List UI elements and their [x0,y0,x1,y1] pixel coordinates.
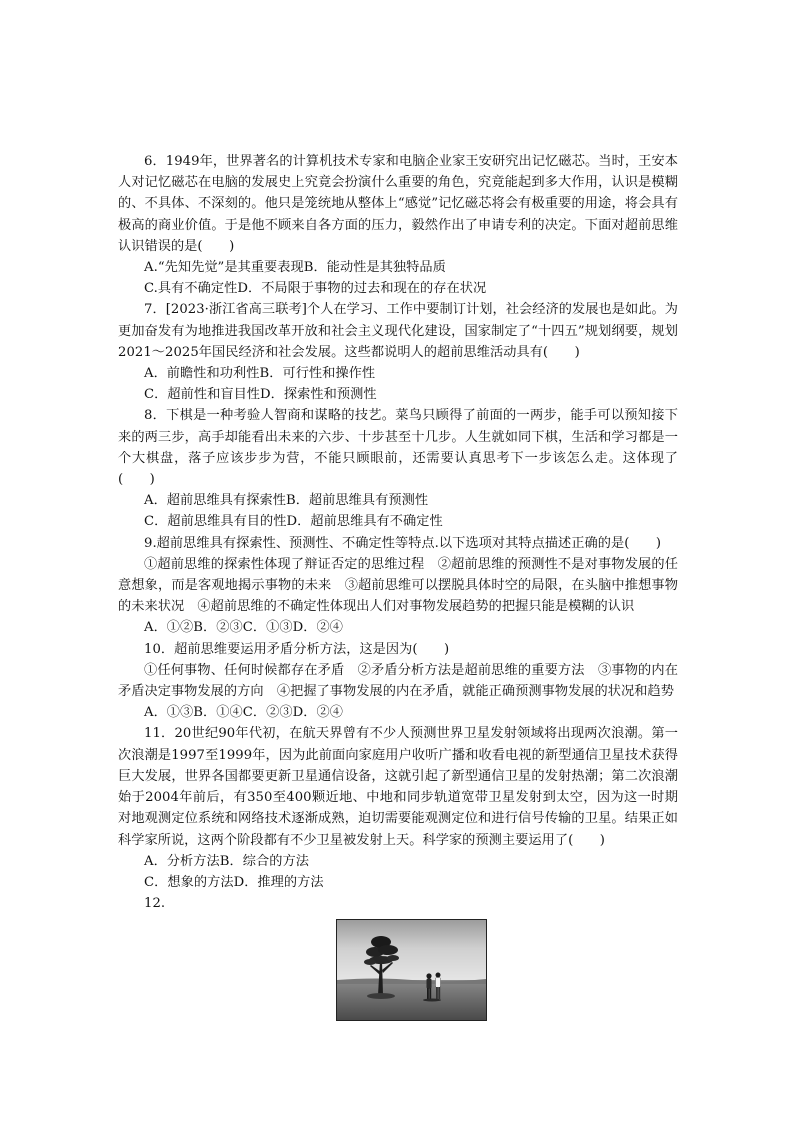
question-statements: ①任何事物、任何时候都存在矛盾 ②矛盾分析方法是超前思维的重要方法 ③事物的内在矛盾决定事物发展的方向 ④把握了事物发展的内在矛盾，就能正确预测事物发展的状况和趋势 [118,662,678,700]
option-line: A．前瞻性和功利性B．可行性和操作性 [144,366,376,382]
option-line: A．①②B．②③C．①③D．②④ [144,620,343,636]
option-line: C．超前思维具有目的性D．超前思维具有不确定性 [144,514,443,530]
option-line: A．分析方法B．综合的方法 [144,853,309,869]
question-6 [118,151,678,299]
question-7 [118,299,678,405]
option-line: A．①③B．①④C．②③D．②④ [144,705,343,721]
option-line: A.“先知先觉”是其重要表现B．能动性是其独特品质 [144,260,446,276]
question-10 [118,639,678,724]
question-stem: 12. [144,896,166,912]
question-stem: 10．超前思维要运用矛盾分析方法，这是因为( ) [144,641,450,657]
option-line: C.具有不确定性D．不局限于事物的过去和现在的存在状况 [144,281,487,297]
question-list [118,151,678,914]
question-stem: 6．1949年，世界著名的计算机技术专家和电脑企业家王安研究出记忆磁芯。当时，王安本人对记忆磁芯在电脑的发展史上究竟会扮演什么重要的角色，究竟能起到多大作用，认识是模糊的、不具体、不深刻的。他只是笼统地从整体上“感觉”记忆磁芯将会有极重要的用途，将会具有极高的商业价值。于是他不顾来自各方面的压力，毅然作出了申请专利的决定。下面对超前思维认识错误的是( ) [118,154,678,254]
photo-tree-and-two-people-icon [336,919,487,1021]
option-line: A．超前思维具有探索性B．超前思维具有预测性 [144,493,429,509]
question-stem: 11．20世纪90年代初，在航天界曾有不少人预测世界卫星发射领域将出现两次浪潮。第一次浪潮是1997至1999年，因为此前面向家庭用户收听广播和收看电视的新型通信卫星技术获得巨大发展，世界各国都要更新卫星通信设备，这就引起了新型通信卫星的发射热潮；第二次浪潮始于2004年前后，有350至400颗近地、中地和同步轨道宽带卫星发射到太空，因为这一时期对地观测定位系统和网络技术逐渐成熟，迫切需要能观测定位和进行信号传输的卫星。结果正如科学家所说，这两个阶段都有不少卫星被发射上天。科学家的预测主要运用了( ) [118,726,678,848]
question-12 [118,893,678,914]
question-statements: ①超前思维的探索性体现了辩证否定的思维过程 ②超前思维的预测性不是对事物发展的任意想象，而是客观地揭示事物的未来 ③超前思维可以摆脱具体时空的局限，在头脑中推想事物的未来状况 ④超前思维的不确定性体现出人们对事物发展趋势的把握只能是模糊的认识 [118,556,678,615]
option-line: C．想象的方法D．推理的方法 [144,874,324,890]
question-stem: 9.超前思维具有探索性、预测性、不确定性等特点.以下选项对其特点描述正确的是( ) [144,535,662,551]
option-line: C．超前性和盲目性D．探索性和预测性 [144,387,377,403]
question-stem: 8．下棋是一种考验人智商和谋略的技艺。菜鸟只顾得了前面的一两步，能手可以预知接下来的两三步，高手却能看出未来的六步、十步甚至十几步。人生就如同下棋，生活和学习都是一个大棋盘，落子应该步步为营，不能只顾眼前，还需要认真思考下一步该怎么走。这体现了( ) [118,408,678,488]
question-11 [118,723,678,893]
question-stem: 7．[2023·浙江省高三联考]个人在学习、工作中要制订计划，社会经济的发展也是如此。为更加奋发有为地推进我国改革开放和社会主义现代化建设，国家制定了“十四五”规划纲要，规划2021～2025年国民经济和社会发展。这些都说明人的超前思维活动具有( ) [118,302,678,360]
question-8 [118,405,678,532]
question-9 [118,533,678,639]
